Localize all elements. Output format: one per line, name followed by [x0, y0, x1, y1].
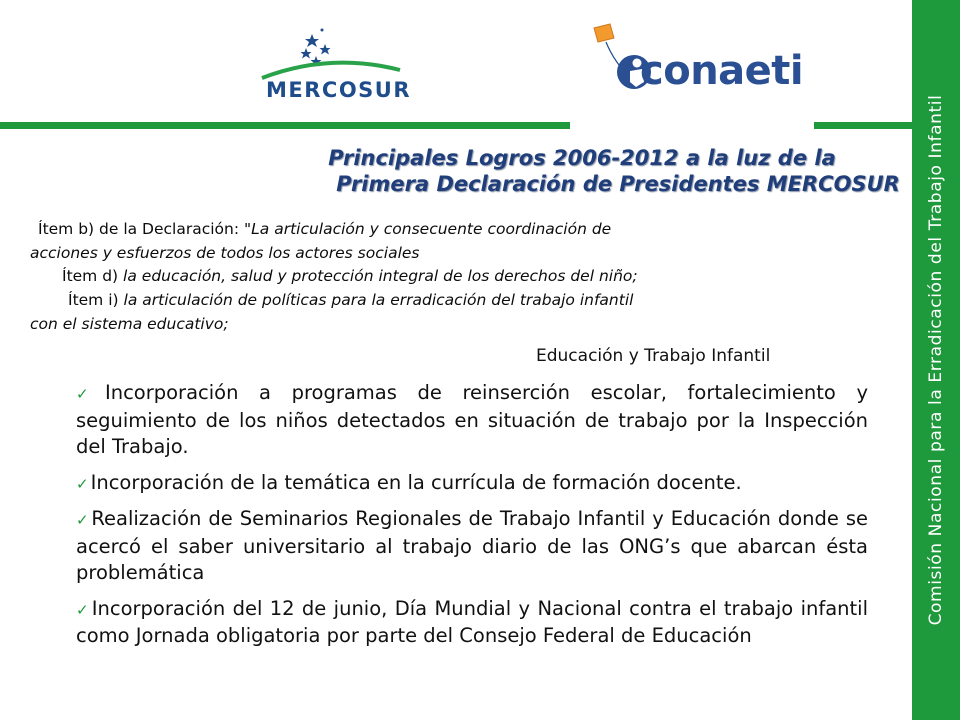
- header-strip-left: [0, 122, 570, 129]
- page-title-line2: Primera Declaración de Presidentes MERCOSUR: [336, 172, 900, 196]
- section-title: Educación y Trabajo Infantil: [536, 346, 771, 366]
- side-band-text: Comisión Nacional para la Erradicación del Trabajo Infantil: [926, 94, 946, 626]
- page-title-line1: Principales Logros 2006-2012 a la luz de la: [328, 146, 836, 170]
- list-item: ✓ Incorporación del 12 de junio, Día Mundial y Nacional contra el trabajo infantil como Jornada obligatoria por parte del Consejo Federal de Educación: [76, 596, 868, 647]
- item-i-label: Ítem i): [68, 291, 119, 309]
- item-d-label: Ítem d): [62, 267, 119, 285]
- checkmark-icon: ✓: [76, 600, 90, 619]
- declaration-item-b: [30, 218, 850, 265]
- list-item: ✓ Incorporación de la temática en la currícula de formación docente.: [76, 470, 742, 494]
- item-i-text: la articulación de políticas para la erradicación del trabajo infantil: [123, 291, 634, 309]
- item-i-text-cont: con el sistema educativo;: [30, 314, 229, 333]
- item-d-text: la educación, salud y protección integral de los derechos del niño;: [123, 267, 638, 285]
- checkmark-icon: ✓: [76, 511, 90, 529]
- southern-cross-stars-icon: [301, 29, 331, 67]
- item-b-text: La articulación y consecuente coordinación de: [251, 220, 612, 238]
- checkmark-icon: ✓: [76, 474, 89, 493]
- mercosur-logo-text: MERCOSUR: [266, 78, 412, 102]
- item-b-label: Ítem b) de la Declaración: ": [38, 220, 252, 238]
- declaration-item-i: [30, 289, 850, 336]
- item-b-text-cont: acciones y esfuerzos de todos los actores sociales: [30, 243, 420, 262]
- achievement-list: [76, 380, 868, 659]
- header-strip-right: [814, 122, 912, 129]
- list-item: ✓ Realización de Seminarios Regionales de Trabajo Infantil y Educación donde se acercó el saber universitario al trabajo diario de las ONG’s que abarcan ésta problemática: [76, 507, 868, 584]
- swoosh-icon: [262, 63, 400, 78]
- declaration-item-d: [62, 265, 882, 289]
- checkmark-icon: ✓: [76, 385, 103, 403]
- list-item: ✓ Incorporación a programas de reinserción escolar, fortalecimiento y seguimiento de los niños detectados en situación de trabajo por la Inspección del Trabajo.: [76, 381, 868, 458]
- conaeti-logo-text: conaeti: [640, 48, 804, 94]
